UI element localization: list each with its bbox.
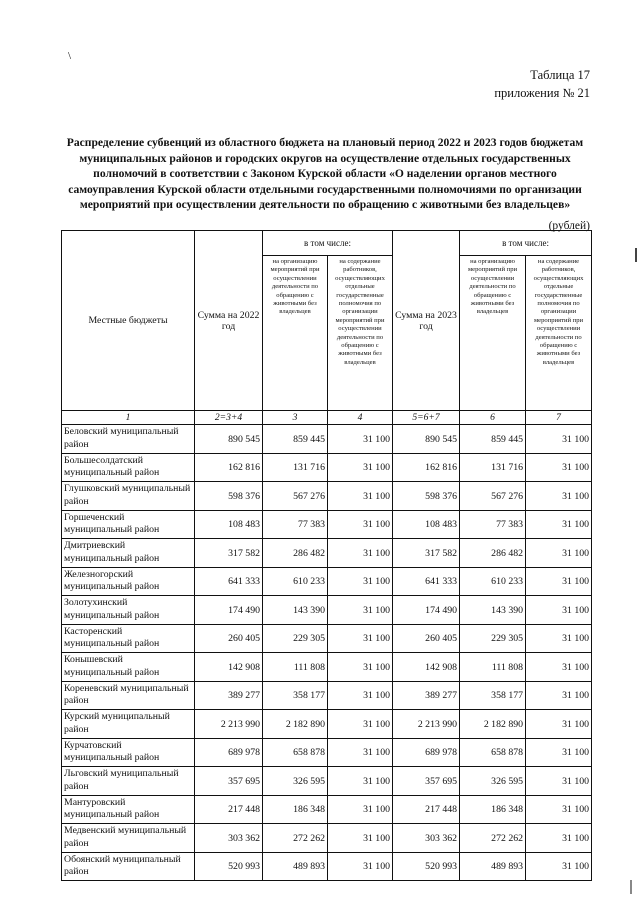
row-value: 31 100 xyxy=(526,596,592,625)
col-header-staff-2023: на содержание работников, осуществляющих отдельные государственные полномочия по организации мероприятий при осуществлении деятельности по обращению с животными без владельцев xyxy=(526,256,592,411)
row-value: 142 908 xyxy=(195,653,263,682)
col-header-org-2023: на организацию мероприятий при осуществлении деятельности по обращению с животными без владельцев xyxy=(460,256,526,411)
row-value: 317 582 xyxy=(195,539,263,568)
row-value: 108 483 xyxy=(393,510,460,539)
row-value: 31 100 xyxy=(328,567,393,596)
row-value: 31 100 xyxy=(328,852,393,881)
row-value: 389 277 xyxy=(195,681,263,710)
row-value: 890 545 xyxy=(393,425,460,454)
row-value: 142 908 xyxy=(393,653,460,682)
row-value: 217 448 xyxy=(195,795,263,824)
column-number-row xyxy=(62,411,592,425)
row-value: 2 213 990 xyxy=(195,710,263,739)
row-value: 143 390 xyxy=(263,596,328,625)
row-value: 520 993 xyxy=(393,852,460,881)
corner-mark: \ xyxy=(68,50,72,62)
col-header-including-2023: в том числе: xyxy=(460,231,592,256)
row-municipality: Курский муниципальный район xyxy=(62,710,195,739)
row-value: 111 808 xyxy=(460,653,526,682)
row-municipality: Большесолдатский муниципальный район xyxy=(62,453,195,482)
row-value: 217 448 xyxy=(393,795,460,824)
row-value: 31 100 xyxy=(526,767,592,796)
row-municipality: Льговский муниципальный район xyxy=(62,767,195,796)
row-value: 31 100 xyxy=(526,795,592,824)
row-value: 31 100 xyxy=(526,425,592,454)
row-value: 162 816 xyxy=(195,453,263,482)
row-value: 31 100 xyxy=(526,653,592,682)
row-value: 31 100 xyxy=(328,624,393,653)
table-row xyxy=(62,653,592,682)
table-row xyxy=(62,681,592,710)
table-row xyxy=(62,624,592,653)
row-value: 111 808 xyxy=(263,653,328,682)
row-value: 303 362 xyxy=(195,824,263,853)
col-header-sum-2023: Сумма на 2023 год xyxy=(393,231,460,411)
scan-mark xyxy=(630,880,632,894)
row-value: 2 182 890 xyxy=(263,710,328,739)
row-value: 260 405 xyxy=(195,624,263,653)
row-value: 658 878 xyxy=(263,738,328,767)
subsidy-table xyxy=(61,230,592,881)
row-municipality: Беловский муниципальный район xyxy=(62,425,195,454)
row-value: 77 383 xyxy=(263,510,328,539)
col-header-including-2022: в том числе: xyxy=(263,231,393,256)
column-number: 1 xyxy=(62,411,195,425)
row-value: 520 993 xyxy=(195,852,263,881)
row-value: 31 100 xyxy=(526,852,592,881)
row-value: 357 695 xyxy=(195,767,263,796)
row-municipality: Дмитриевский муниципальный район xyxy=(62,539,195,568)
row-value: 610 233 xyxy=(460,567,526,596)
row-municipality: Касторенский муниципальный район xyxy=(62,624,195,653)
row-value: 610 233 xyxy=(263,567,328,596)
row-value: 286 482 xyxy=(263,539,328,568)
row-value: 357 695 xyxy=(393,767,460,796)
row-value: 489 893 xyxy=(263,852,328,881)
table-row xyxy=(62,567,592,596)
row-municipality: Обоянский муниципальный район xyxy=(62,852,195,881)
row-municipality: Железногорский муниципальный район xyxy=(62,567,195,596)
row-value: 31 100 xyxy=(328,425,393,454)
row-value: 31 100 xyxy=(328,510,393,539)
row-value: 689 978 xyxy=(393,738,460,767)
row-value: 389 277 xyxy=(393,681,460,710)
row-value: 489 893 xyxy=(460,852,526,881)
row-value: 174 490 xyxy=(195,596,263,625)
row-value: 31 100 xyxy=(328,653,393,682)
row-value: 31 100 xyxy=(328,795,393,824)
column-number: 6 xyxy=(460,411,526,425)
col-header-sum-2022: Сумма на 2022 год xyxy=(195,231,263,411)
col-header-name: Местные бюджеты xyxy=(62,231,195,411)
table-row xyxy=(62,767,592,796)
row-value: 162 816 xyxy=(393,453,460,482)
row-municipality: Золотухинский муниципальный район xyxy=(62,596,195,625)
row-value: 174 490 xyxy=(393,596,460,625)
table-row xyxy=(62,795,592,824)
row-value: 186 348 xyxy=(263,795,328,824)
row-value: 31 100 xyxy=(526,510,592,539)
row-value: 229 305 xyxy=(263,624,328,653)
row-municipality: Курчатовский муниципальный район xyxy=(62,738,195,767)
column-number: 5=6+7 xyxy=(393,411,460,425)
row-value: 31 100 xyxy=(526,453,592,482)
units-label: (рублей) xyxy=(548,220,590,232)
table-header xyxy=(494,66,590,102)
table-row xyxy=(62,425,592,454)
row-value: 303 362 xyxy=(393,824,460,853)
row-value: 31 100 xyxy=(328,596,393,625)
col-header-staff-2022: на содержание работников, осуществляющих отдельные государственные полномочия по организации мероприятий при осуществлении деятельности по обращению с животными без владельцев xyxy=(328,256,393,411)
row-value: 598 376 xyxy=(393,482,460,511)
row-value: 31 100 xyxy=(328,710,393,739)
row-value: 890 545 xyxy=(195,425,263,454)
document-title: Распределение субвенций из областного бюджета на плановый период 2022 и 2023 годов бюджетам муниципальных районов и городских округов на осуществление отдельных государственных полномочий в соответствии с Законом Курской области «О наделении органов местного самоуправления Курской области отдельными государственными полномочиями по организации мероприятий при осуществлении деятельности по обращению с животными без владельцев» xyxy=(66,136,584,212)
row-value: 689 978 xyxy=(195,738,263,767)
row-value: 31 100 xyxy=(526,482,592,511)
row-value: 31 100 xyxy=(526,624,592,653)
table-row xyxy=(62,510,592,539)
row-value: 31 100 xyxy=(526,824,592,853)
row-value: 2 182 890 xyxy=(460,710,526,739)
row-value: 641 333 xyxy=(195,567,263,596)
row-value: 358 177 xyxy=(460,681,526,710)
row-value: 77 383 xyxy=(460,510,526,539)
column-number: 2=3+4 xyxy=(195,411,263,425)
row-value: 31 100 xyxy=(328,824,393,853)
row-value: 31 100 xyxy=(526,681,592,710)
row-value: 31 100 xyxy=(526,539,592,568)
row-value: 658 878 xyxy=(460,738,526,767)
row-value: 31 100 xyxy=(328,482,393,511)
col-header-org-2022: на организацию мероприятий при осуществлении деятельности по обращению с животными без владельцев xyxy=(263,256,328,411)
row-value: 260 405 xyxy=(393,624,460,653)
table-number: Таблица 17 xyxy=(530,68,590,82)
row-value: 31 100 xyxy=(328,738,393,767)
row-value: 598 376 xyxy=(195,482,263,511)
table-body xyxy=(62,425,592,881)
row-value: 358 177 xyxy=(263,681,328,710)
row-value: 272 262 xyxy=(460,824,526,853)
row-value: 326 595 xyxy=(460,767,526,796)
row-value: 31 100 xyxy=(328,767,393,796)
row-municipality: Медвенский муниципальный район xyxy=(62,824,195,853)
row-value: 31 100 xyxy=(328,453,393,482)
row-value: 567 276 xyxy=(460,482,526,511)
row-value: 272 262 xyxy=(263,824,328,853)
table-row xyxy=(62,824,592,853)
row-municipality: Конышевский муниципальный район xyxy=(62,653,195,682)
table-row xyxy=(62,738,592,767)
row-municipality: Горшеченский муниципальный район xyxy=(62,510,195,539)
row-value: 31 100 xyxy=(328,539,393,568)
row-value: 31 100 xyxy=(328,681,393,710)
row-value: 567 276 xyxy=(263,482,328,511)
row-value: 31 100 xyxy=(526,738,592,767)
row-value: 859 445 xyxy=(263,425,328,454)
row-value: 317 582 xyxy=(393,539,460,568)
row-value: 143 390 xyxy=(460,596,526,625)
row-value: 326 595 xyxy=(263,767,328,796)
row-value: 641 333 xyxy=(393,567,460,596)
row-value: 859 445 xyxy=(460,425,526,454)
row-value: 108 483 xyxy=(195,510,263,539)
row-value: 31 100 xyxy=(526,567,592,596)
table-row xyxy=(62,852,592,881)
row-municipality: Кореневский муниципальный район xyxy=(62,681,195,710)
table-row xyxy=(62,710,592,739)
table-row xyxy=(62,482,592,511)
table-row xyxy=(62,539,592,568)
row-municipality: Мантуровский муниципальный район xyxy=(62,795,195,824)
row-value: 286 482 xyxy=(460,539,526,568)
row-value: 229 305 xyxy=(460,624,526,653)
row-value: 2 213 990 xyxy=(393,710,460,739)
table-row xyxy=(62,596,592,625)
appendix-label: приложения № 21 xyxy=(494,86,590,100)
row-value: 131 716 xyxy=(460,453,526,482)
row-value: 131 716 xyxy=(263,453,328,482)
table-row xyxy=(62,453,592,482)
row-municipality: Глушковский муниципальный район xyxy=(62,482,195,511)
column-number: 4 xyxy=(328,411,393,425)
row-value: 186 348 xyxy=(460,795,526,824)
row-value: 31 100 xyxy=(526,710,592,739)
column-number: 7 xyxy=(526,411,592,425)
scan-mark xyxy=(635,248,637,262)
column-number: 3 xyxy=(263,411,328,425)
